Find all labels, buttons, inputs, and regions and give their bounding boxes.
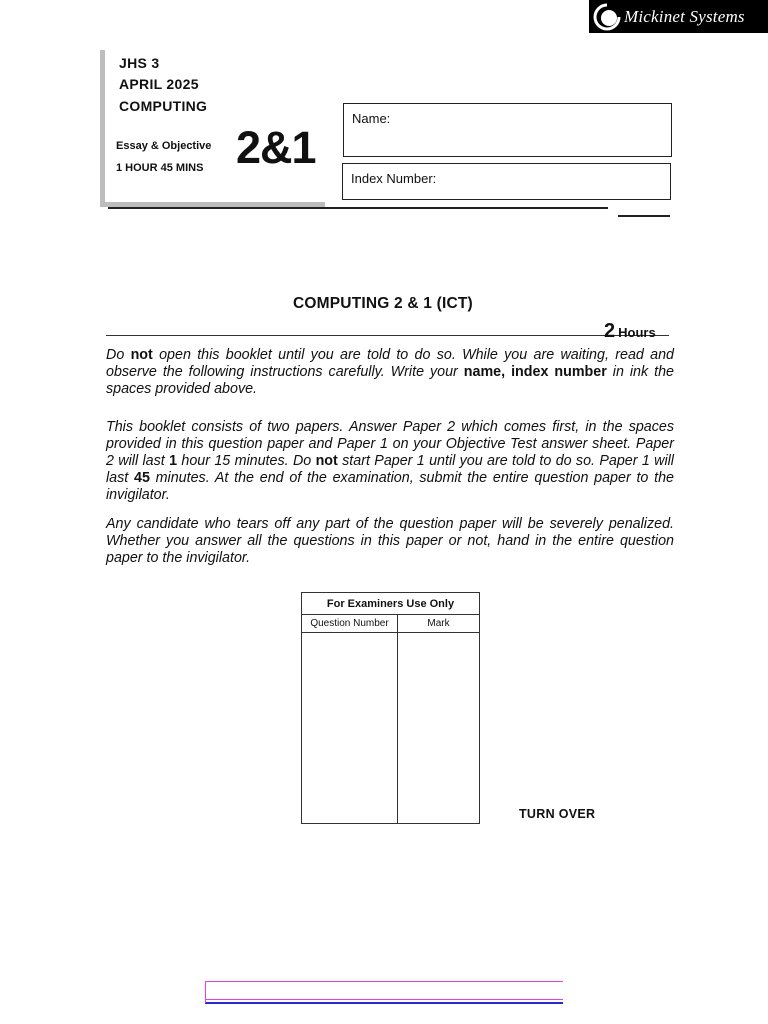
exam-duration: 1 HOUR 45 MINS xyxy=(116,162,204,174)
logo-ring-icon xyxy=(592,2,622,32)
column-mark: Mark xyxy=(427,618,450,629)
examiners-table-column-divider xyxy=(397,633,398,823)
header-divider-short xyxy=(618,215,670,217)
examiners-table xyxy=(301,592,480,824)
exam-month: APRIL 2025 xyxy=(119,76,199,92)
paper-title: COMPUTING 2 & 1 (ICT) xyxy=(293,295,473,312)
instruction-paragraph-3: Any candidate who tears off any part of the question paper will be severely penalized. Whether you answer all the questions in this paper or not, hand in the entire question paper to the invigilator. xyxy=(106,516,674,566)
publisher-logo xyxy=(589,0,768,33)
hours-unit: Hours xyxy=(618,325,656,340)
name-field[interactable] xyxy=(343,103,672,157)
paper-type: Essay & Objective xyxy=(116,140,212,152)
class-level: JHS 3 xyxy=(119,55,160,71)
instruction-paragraph-1: Do not open this booklet until you are told to do so. While you are waiting, read and observe the following instructions carefully. Write your name, index number in ink the spaces provided above. xyxy=(106,347,674,397)
name-label: Name: xyxy=(352,111,391,126)
examiners-table-header xyxy=(302,615,479,633)
paper-number: 2&1 xyxy=(236,122,316,173)
hours-number: 2 xyxy=(604,320,616,342)
footer-frame xyxy=(205,981,563,1004)
turn-over-note: TURN OVER xyxy=(519,807,596,821)
index-number-label: Index Number: xyxy=(351,171,437,186)
total-hours xyxy=(604,320,656,343)
logo-text: Mickinet Systems xyxy=(624,6,745,26)
header-divider xyxy=(108,207,608,209)
index-number-field[interactable] xyxy=(342,163,671,200)
examiners-table-title: For Examiners Use Only xyxy=(302,593,479,615)
subject-name: COMPUTING xyxy=(119,98,208,114)
instruction-paragraph-2: This booklet consists of two papers. Answer Paper 2 which comes first, in the spaces provided in this question paper and Paper 1 on your Objective Test answer sheet. Paper 2 will last 1 hour 15 minutes. Do not start Paper 1 until you are told to do so. Paper 1 will last 45 minutes. At the end of the examination, submit the entire question paper to the invigilator. xyxy=(106,419,674,503)
title-divider xyxy=(106,335,669,336)
column-question-number: Question Number xyxy=(302,615,398,632)
